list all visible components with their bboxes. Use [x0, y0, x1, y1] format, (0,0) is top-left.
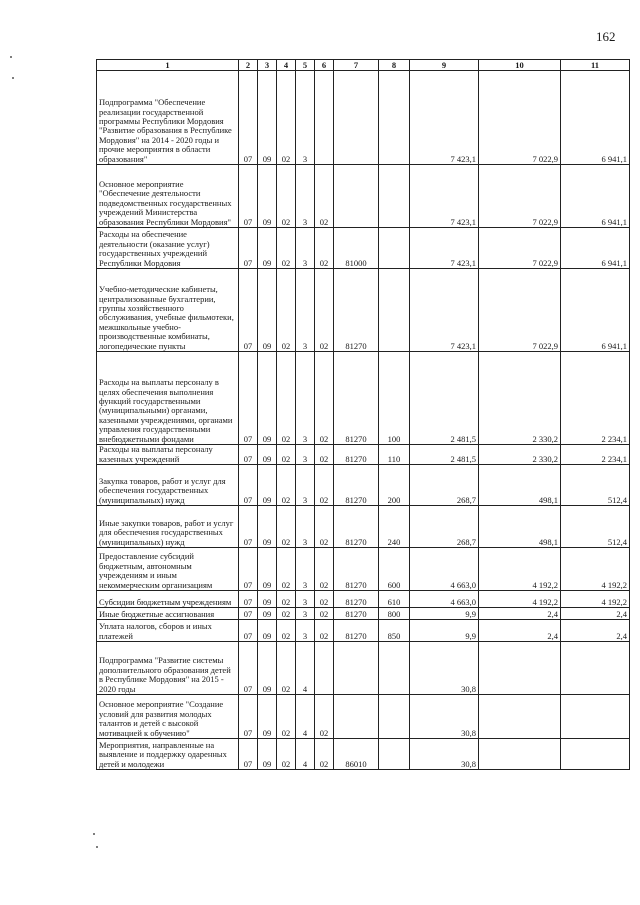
table-row: [97, 269, 630, 352]
program-code: 02: [277, 591, 296, 608]
column-header: 8: [379, 60, 410, 71]
column-header: 9: [410, 60, 479, 71]
subprogram-code: 3: [296, 165, 315, 228]
program-code: 02: [277, 165, 296, 228]
amount-col-11: [561, 695, 630, 739]
activity-code: 02: [315, 506, 334, 548]
amount-col-9: 7 423,1: [410, 269, 479, 352]
row-description: Подпрограмма "Обеспечение реализации государственной программы Республики Мордовия "Развитие образования в Республике Мордовия" на 2014 - 2020 годы и прочие мероприятия в области образования": [97, 71, 239, 165]
row-description: Иные закупки товаров, работ и услуг для обеспечения государственных (муниципальных) нужд: [97, 506, 239, 548]
amount-col-9: 9,9: [410, 608, 479, 620]
amount-col-10: 7 022,9: [479, 269, 561, 352]
subprogram-code: 3: [296, 608, 315, 620]
table-row: [97, 548, 630, 591]
amount-col-10: 7 022,9: [479, 165, 561, 228]
row-description: Мероприятия, направленные на выявление и поддержку одаренных детей и молодежи: [97, 739, 239, 770]
activity-code: 02: [315, 269, 334, 352]
target-article-code: [334, 71, 379, 165]
column-header: 4: [277, 60, 296, 71]
table-row: [97, 352, 630, 445]
activity-code: 02: [315, 445, 334, 465]
subprogram-code: 3: [296, 465, 315, 506]
table-row: [97, 739, 630, 770]
row-description: Иные бюджетные ассигнования: [97, 608, 239, 620]
activity-code: [315, 642, 334, 695]
program-code: 02: [277, 608, 296, 620]
program-code: 02: [277, 445, 296, 465]
table-row: [97, 608, 630, 620]
amount-col-10: 4 192,2: [479, 591, 561, 608]
amount-col-9: 30,8: [410, 739, 479, 770]
column-header: 11: [561, 60, 630, 71]
target-article-code: 81000: [334, 228, 379, 269]
amount-col-9: 7 423,1: [410, 71, 479, 165]
expense-type-code: 110: [379, 445, 410, 465]
section-code: 07: [239, 465, 258, 506]
section-code: 07: [239, 591, 258, 608]
section-code: 07: [239, 445, 258, 465]
table-row: [97, 695, 630, 739]
target-article-code: [334, 642, 379, 695]
subsection-code: 09: [258, 352, 277, 445]
column-header: 1: [97, 60, 239, 71]
expense-type-code: 600: [379, 548, 410, 591]
subsection-code: 09: [258, 591, 277, 608]
section-code: 07: [239, 165, 258, 228]
amount-col-9: 7 423,1: [410, 165, 479, 228]
expense-type-code: 100: [379, 352, 410, 445]
subsection-code: 09: [258, 445, 277, 465]
subsection-code: 09: [258, 739, 277, 770]
section-code: 07: [239, 695, 258, 739]
program-code: 02: [277, 739, 296, 770]
activity-code: 02: [315, 465, 334, 506]
scan-speck: [10, 56, 12, 58]
amount-col-11: 6 941,1: [561, 269, 630, 352]
subprogram-code: 3: [296, 445, 315, 465]
amount-col-9: 4 663,0: [410, 591, 479, 608]
amount-col-10: 7 022,9: [479, 71, 561, 165]
subsection-code: 09: [258, 695, 277, 739]
amount-col-11: 2,4: [561, 608, 630, 620]
section-code: 07: [239, 739, 258, 770]
amount-col-11: 6 941,1: [561, 165, 630, 228]
activity-code: 02: [315, 608, 334, 620]
scan-speck: [96, 846, 98, 848]
section-code: 07: [239, 269, 258, 352]
target-article-code: 81270: [334, 445, 379, 465]
activity-code: 02: [315, 739, 334, 770]
table-row: [97, 445, 630, 465]
target-article-code: 81270: [334, 352, 379, 445]
amount-col-11: 6 941,1: [561, 228, 630, 269]
column-header: 5: [296, 60, 315, 71]
expense-type-code: 850: [379, 620, 410, 642]
program-code: 02: [277, 269, 296, 352]
program-code: 02: [277, 548, 296, 591]
target-article-code: 86010: [334, 739, 379, 770]
header-row: [97, 60, 630, 71]
column-header: 2: [239, 60, 258, 71]
amount-col-10: 7 022,9: [479, 228, 561, 269]
target-article-code: 81270: [334, 506, 379, 548]
subsection-code: 09: [258, 71, 277, 165]
row-description: Закупка товаров, работ и услуг для обеспечения государственных (муниципальных) нужд: [97, 465, 239, 506]
expense-type-code: [379, 71, 410, 165]
expense-type-code: 610: [379, 591, 410, 608]
amount-col-11: 2 234,1: [561, 445, 630, 465]
column-header: 10: [479, 60, 561, 71]
amount-col-9: 268,7: [410, 506, 479, 548]
subprogram-code: 3: [296, 71, 315, 165]
activity-code: 02: [315, 228, 334, 269]
subprogram-code: 3: [296, 506, 315, 548]
expense-type-code: [379, 739, 410, 770]
expense-type-code: [379, 228, 410, 269]
activity-code: 02: [315, 695, 334, 739]
expense-type-code: 200: [379, 465, 410, 506]
amount-col-9: 30,8: [410, 695, 479, 739]
amount-col-9: 9,9: [410, 620, 479, 642]
subprogram-code: 3: [296, 620, 315, 642]
expense-type-code: 800: [379, 608, 410, 620]
column-header: 7: [334, 60, 379, 71]
amount-col-9: 268,7: [410, 465, 479, 506]
row-description: Предоставление субсидий бюджетным, автономным учреждениям и иным некоммерческим организациям: [97, 548, 239, 591]
amount-col-10: 2 330,2: [479, 445, 561, 465]
table-row: [97, 620, 630, 642]
subprogram-code: 3: [296, 591, 315, 608]
table-row: [97, 465, 630, 506]
section-code: 07: [239, 548, 258, 591]
scan-speck: [93, 833, 95, 835]
section-code: 07: [239, 642, 258, 695]
program-code: 02: [277, 465, 296, 506]
expense-type-code: [379, 695, 410, 739]
program-code: 02: [277, 71, 296, 165]
row-description: Субсидии бюджетным учреждениям: [97, 591, 239, 608]
target-article-code: [334, 165, 379, 228]
subsection-code: 09: [258, 642, 277, 695]
amount-col-11: 2,4: [561, 620, 630, 642]
row-description: Учебно-методические кабинеты, централизованные бухгалтерии, группы хозяйственного обслуживания, учебные фильмотеки, межшкольные учебно-производственные комбинаты, логопедические пункты: [97, 269, 239, 352]
budget-table: [96, 59, 630, 770]
subprogram-code: 4: [296, 695, 315, 739]
target-article-code: 81270: [334, 620, 379, 642]
scan-speck: [12, 77, 14, 79]
expense-type-code: [379, 165, 410, 228]
row-description: Расходы на выплаты персоналу казенных учреждений: [97, 445, 239, 465]
amount-col-9: 4 663,0: [410, 548, 479, 591]
amount-col-9: 2 481,5: [410, 445, 479, 465]
column-header: 6: [315, 60, 334, 71]
row-description: Подпрограмма "Развитие системы дополнительного образования детей в Республике Мордовия" на 2015 - 2020 годы: [97, 642, 239, 695]
activity-code: 02: [315, 352, 334, 445]
table-row: [97, 642, 630, 695]
subsection-code: 09: [258, 228, 277, 269]
subprogram-code: 3: [296, 269, 315, 352]
amount-col-11: 512,4: [561, 465, 630, 506]
target-article-code: [334, 695, 379, 739]
program-code: 02: [277, 642, 296, 695]
table-row: [97, 228, 630, 269]
table-row: [97, 506, 630, 548]
amount-col-11: [561, 642, 630, 695]
amount-col-9: 2 481,5: [410, 352, 479, 445]
section-code: 07: [239, 228, 258, 269]
amount-col-11: 6 941,1: [561, 71, 630, 165]
subsection-code: 09: [258, 506, 277, 548]
amount-col-11: 4 192,2: [561, 548, 630, 591]
section-code: 07: [239, 71, 258, 165]
amount-col-11: 4 192,2: [561, 591, 630, 608]
amount-col-10: 2,4: [479, 608, 561, 620]
subsection-code: 09: [258, 465, 277, 506]
subsection-code: 09: [258, 165, 277, 228]
amount-col-10: 2,4: [479, 620, 561, 642]
activity-code: 02: [315, 620, 334, 642]
expense-type-code: [379, 269, 410, 352]
table-row: [97, 71, 630, 165]
subprogram-code: 3: [296, 352, 315, 445]
amount-col-10: [479, 739, 561, 770]
program-code: 02: [277, 620, 296, 642]
row-description: Основное мероприятие "Создание условий для развития молодых талантов и детей с высокой мотивацией к обучению": [97, 695, 239, 739]
amount-col-10: 4 192,2: [479, 548, 561, 591]
amount-col-10: [479, 695, 561, 739]
amount-col-10: 498,1: [479, 465, 561, 506]
subprogram-code: 3: [296, 548, 315, 591]
program-code: 02: [277, 506, 296, 548]
amount-col-9: 30,8: [410, 642, 479, 695]
amount-col-10: 498,1: [479, 506, 561, 548]
activity-code: 02: [315, 591, 334, 608]
expense-type-code: 240: [379, 506, 410, 548]
table-row: [97, 165, 630, 228]
page-number: 162: [596, 29, 616, 44]
table-body: [97, 71, 630, 770]
target-article-code: 81270: [334, 591, 379, 608]
section-code: 07: [239, 620, 258, 642]
subsection-code: 09: [258, 548, 277, 591]
expense-type-code: [379, 642, 410, 695]
column-header: 3: [258, 60, 277, 71]
amount-col-9: 7 423,1: [410, 228, 479, 269]
amount-col-11: [561, 739, 630, 770]
section-code: 07: [239, 506, 258, 548]
subprogram-code: 4: [296, 642, 315, 695]
row-description: Основное мероприятие "Обеспечение деятельности подведомственных государственных учреждений Министерства образования Республики Мордовия": [97, 165, 239, 228]
target-article-code: 81270: [334, 608, 379, 620]
amount-col-10: 2 330,2: [479, 352, 561, 445]
amount-col-10: [479, 642, 561, 695]
program-code: 02: [277, 695, 296, 739]
row-description: Уплата налогов, сборов и иных платежей: [97, 620, 239, 642]
target-article-code: 81270: [334, 269, 379, 352]
target-article-code: 81270: [334, 548, 379, 591]
row-description: Расходы на выплаты персоналу в целях обеспечения выполнения функций государственными (муниципальными) органами, казенными учреждениями, органами управления государственными внебюджетными фондами: [97, 352, 239, 445]
section-code: 07: [239, 608, 258, 620]
program-code: 02: [277, 228, 296, 269]
section-code: 07: [239, 352, 258, 445]
subsection-code: 09: [258, 269, 277, 352]
subsection-code: 09: [258, 608, 277, 620]
activity-code: 02: [315, 165, 334, 228]
subprogram-code: 4: [296, 739, 315, 770]
activity-code: [315, 71, 334, 165]
subprogram-code: 3: [296, 228, 315, 269]
activity-code: 02: [315, 548, 334, 591]
row-description: Расходы на обеспечение деятельности (оказание услуг) государственных учреждений Республики Мордовия: [97, 228, 239, 269]
amount-col-11: 512,4: [561, 506, 630, 548]
subsection-code: 09: [258, 620, 277, 642]
table-row: [97, 591, 630, 608]
amount-col-11: 2 234,1: [561, 352, 630, 445]
target-article-code: 81270: [334, 465, 379, 506]
program-code: 02: [277, 352, 296, 445]
